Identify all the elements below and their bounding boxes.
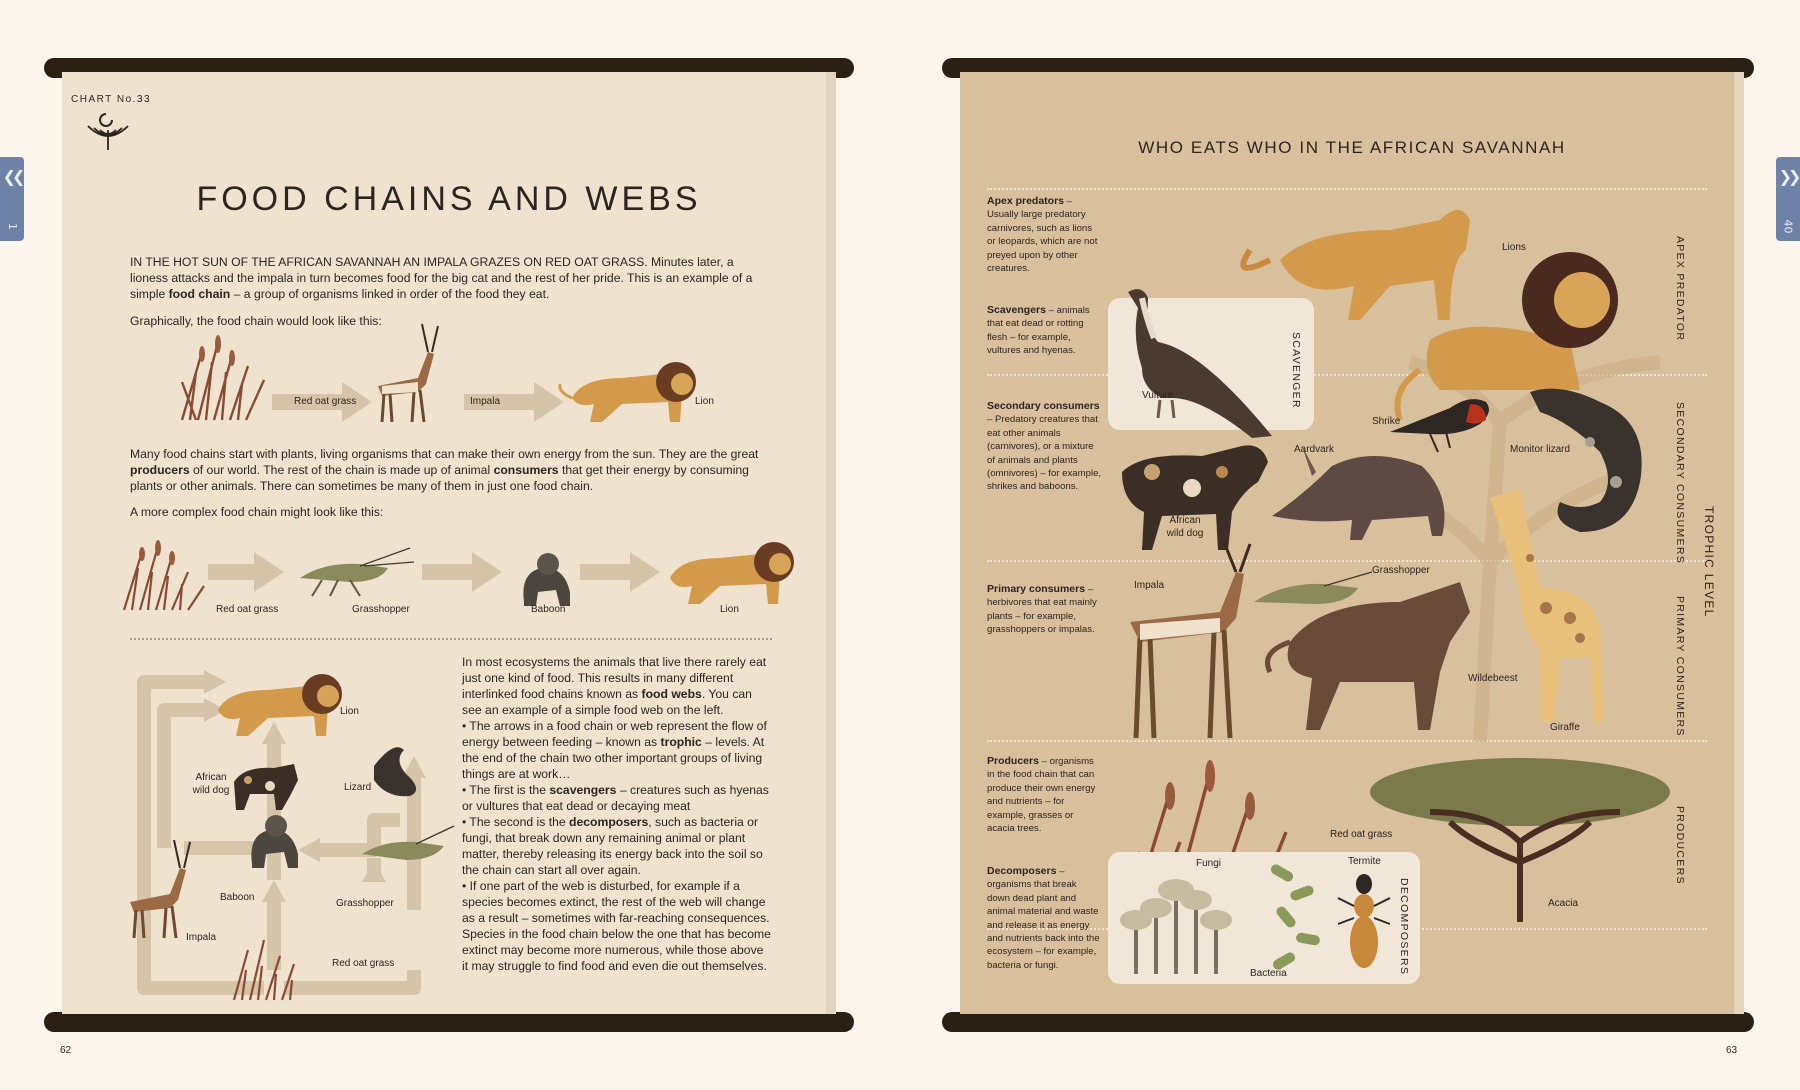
label-shrike: Shrike [1372, 416, 1401, 427]
food-chain-diagram [182, 312, 742, 422]
label-red-oat-grass: Red oat grass [1330, 829, 1393, 840]
chain2-label-grass: Red oat grass [216, 604, 279, 615]
level-decomposers: DECOMPOSERS [1398, 878, 1410, 976]
baboon-illustration [523, 553, 570, 606]
level-secondary: SECONDARY CONSUMERS [1674, 402, 1686, 565]
category-secondary: Secondary consumers – Predatory creatures that eat other animals (carnivores), or a mixture of animals and plants (omnivores) – for example, shrikes and baboons. [987, 400, 1102, 493]
category-decomposers: Decomposers – organisms that break down dead plant and animal material and waste and release it as energy and nutrients back into the ecosystem – for example, bacteria or fungi. [987, 865, 1100, 971]
level-primary: PRIMARY CONSUMERS [1674, 596, 1686, 737]
red-oat-grass-illustration [124, 540, 204, 610]
next-tab-number: 40 [1781, 219, 1795, 234]
prev-tab-number: 1 [5, 223, 19, 230]
label-monitor-lizard: Monitor lizard [1510, 444, 1571, 455]
termite-illustration [1334, 868, 1394, 978]
level-scavenger: SCAVENGER [1290, 332, 1302, 409]
category-producers: Producers – organisms in the food chain that can produce their own energy and nutrients – for example, grasses or acacia trees. [987, 755, 1096, 835]
complex-intro: A more complex food chain might look like this: [130, 505, 384, 519]
web-label-impala: Impala [186, 932, 217, 943]
label-termite: Termite [1348, 856, 1381, 867]
double-chevron-left-icon: ❮❮ [2, 167, 22, 186]
chain1-label-lion: Lion [695, 396, 714, 407]
level-apex-predator: APEX PREDATOR [1674, 236, 1686, 342]
label-african-wild-dog: African wild dog [1166, 515, 1204, 539]
level-trophic: TROPHIC LEVEL [1702, 506, 1716, 618]
label-aardvark: Aardvark [1294, 444, 1335, 455]
chart-number: CHART No.33 [71, 94, 152, 105]
food-web-diagram [124, 670, 444, 1010]
chain2-label-baboon: Baboon [531, 604, 566, 615]
right-poster [960, 72, 1744, 1014]
intro-paragraph: IN THE HOT SUN OF THE AFRICAN SAVANNAH AN IMPALA GRAZES ON RED OAT GRASS. Minutes later, a lioness attacks and the impala in turn becomes food for the big cat and the rest of her pride. This is an example of a simple food chain – a group of organisms linked in order of the food they eat. [130, 255, 753, 301]
chain1-label-impala: Impala [470, 396, 501, 407]
web-label-wild-dog: African wild dog [192, 772, 230, 796]
label-vulture: Vulture [1142, 390, 1174, 401]
red-oat-grass-illustration [182, 335, 264, 420]
chain2-label-grasshopper: Grasshopper [352, 604, 410, 615]
category-scavengers: Scavengers – animals that eat dead or rotting flesh – for example, vultures and hyenas. [987, 304, 1090, 357]
next-section-tab[interactable] [1776, 157, 1800, 241]
prev-section-tab[interactable] [0, 157, 24, 241]
double-chevron-right-icon: ❯❯ [1778, 167, 1798, 186]
web-label-grasshopper: Grasshopper [336, 898, 394, 909]
label-wildebeest: Wildebeest [1468, 673, 1518, 684]
poster-rod-bottom-left [44, 1012, 854, 1032]
impala-illustration [1120, 542, 1270, 742]
level-producers: PRODUCERS [1674, 806, 1686, 885]
poster-rod-bottom-right [942, 1012, 1754, 1032]
bacteria-illustration [1270, 868, 1330, 978]
giraffe-illustration [1480, 478, 1630, 728]
label-acacia: Acacia [1548, 898, 1579, 909]
chain2-label-lion: Lion [720, 604, 739, 615]
fungi-illustration [1116, 864, 1256, 974]
label-giraffe: Giraffe [1550, 722, 1580, 733]
page-number-left: 62 [60, 1045, 72, 1056]
lions-illustration [1190, 190, 1660, 390]
label-impala: Impala [1134, 580, 1165, 591]
category-apex: Apex predators – Usually large predatory carnivores, such as lions or leopards, which are not preyed upon by other creatures. [987, 195, 1098, 275]
page-number-right: 63 [1726, 1045, 1738, 1056]
web-label-lizard: Lizard [344, 782, 372, 793]
web-wild-dog-illustration [234, 764, 298, 810]
producers-paragraph: Many food chains start with plants, living organisms that can make their own energy from the sun. They are the great producers of our world. The rest of the chain is made up of animal consumers that get their energy by consuming plants or other animals. There can sometimes be many of them in just one food chain. [130, 447, 759, 493]
wildebeest-illustration [1260, 582, 1500, 732]
category-primary: Primary consumers – herbivores that eat mainly plants – for example, grasshoppers or impalas. [987, 583, 1097, 636]
graphic-intro: Graphically, the food chain would look like this: [130, 314, 382, 328]
lion-illustration [670, 542, 794, 604]
web-label-lion: Lion [340, 706, 359, 717]
arrow-icon [580, 552, 660, 592]
web-lion-illustration [218, 674, 342, 736]
left-poster [62, 72, 836, 1014]
food-web-text: In most ecosystems the animals that live there rarely eat just one kind of food. This results in many different interlinked food chains known as food webs. You can see an example of a simple food web on the left. • The arrows in a food chain or web represent the flow of energy between feeding – known as trophic – levels. At the end of the chain two other important groups of living things are at work… • The first is the scavengers – creatures such as hyenas or vultures that eat dead or decaying meat • The second is the decomposers, such as bacteria or fungi, that break down any remaining animal or plant matter, thereby releasing its energy back into the soil so the chain can start all over again. • If one part of the web is disturbed, for example if a species becomes extinct, the rest of the web will change as a result – sometimes with far-reaching consequences. Species in the food chain below the one that has become extinct may become more numerous, while those above it may struggle to find food and even die out themselves. [462, 655, 771, 973]
chain1-label-grass: Red oat grass [294, 396, 357, 407]
impala-illustration [378, 324, 438, 422]
chart-logo-icon [86, 112, 130, 152]
label-fungi: Fungi [1196, 858, 1222, 869]
label-bacteria: Bacteria [1250, 968, 1287, 979]
arrow-icon [422, 552, 502, 592]
label-grasshopper: Grasshopper [1372, 565, 1430, 576]
page-title: FOOD CHAINS AND WEBS [196, 180, 702, 218]
web-label-baboon: Baboon [220, 892, 255, 903]
web-label-grass: Red oat grass [332, 958, 395, 969]
arrow-icon [208, 552, 284, 592]
savannah-title: WHO EATS WHO IN THE AFRICAN SAVANNAH [1138, 138, 1566, 157]
section-divider [130, 638, 772, 640]
lion-illustration [560, 362, 696, 422]
complex-food-chain-diagram [124, 532, 804, 612]
label-lions: Lions [1502, 242, 1526, 253]
grasshopper-illustration [300, 548, 414, 596]
